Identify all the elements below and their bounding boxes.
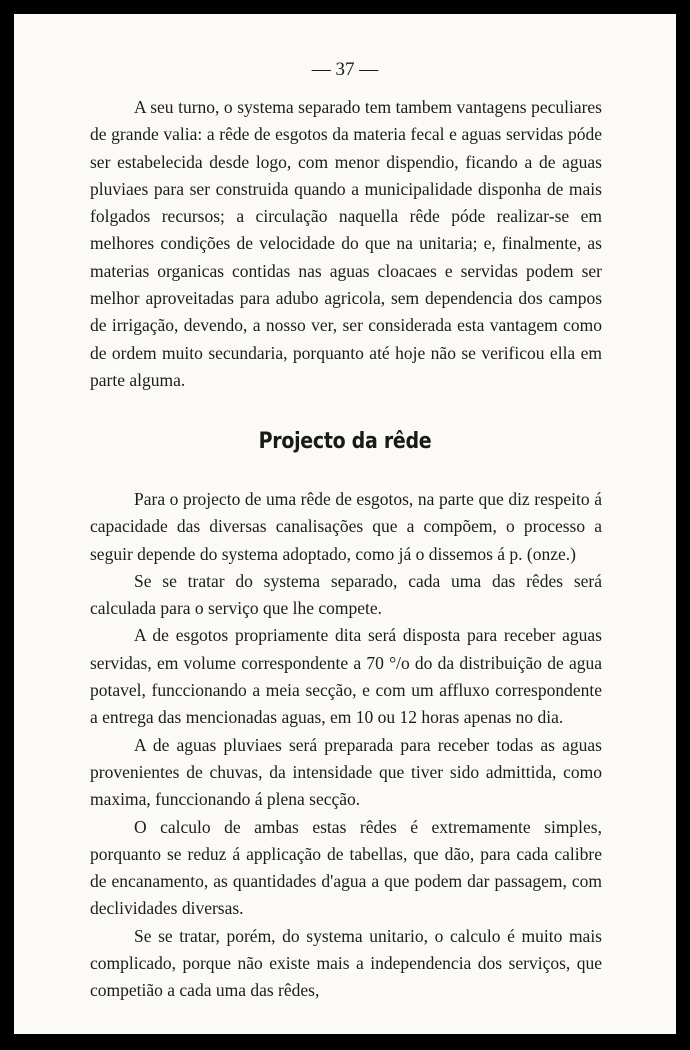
- section-heading: Projecto da rêde: [258, 428, 432, 454]
- intro-paragraph: A seu turno, o systema separado tem tambem vantagens peculiares de grande valia: a rêde de esgotos da materia fecal e aguas servidas póde ser estabelecida desde logo, com menor dispendio, ficando a de aguas pluviaes para ser construida quando a municipalidade disponha de mais folgados recursos; a circulação naquella rêde póde realizar-se em melhores condições de velocidade do que na unitaria; e, finalmente, as materias organicas contidas nas aguas cloacaes e servidas podem ser melhor aproveitadas para adubo agricola, sem dependencia dos campos de irrigação, devendo, a nosso ver, ser considerada esta vantagem como de ordem muito secundaria, porquanto até hoje não se verificou ella em parte alguma.: [90, 97, 602, 390]
- section-paragraph: A de aguas pluviaes será preparada para receber todas as aguas provenientes de chuvas, da intensidade que tiver sido admittida, como maxima, funccionando á plena secção.: [90, 734, 602, 810]
- section-paragraph: A de esgotos propriamente dita será disposta para receber aguas servidas, em volume correspondente a 70 °/o do da distribuição de agua potavel, funccionando a meia secção, e com um affluxo correspondente a entrega das mencionadas aguas, em 10 ou 12 horas apenas no dia.: [90, 625, 602, 728]
- section-paragraph: Para o projecto de uma rêde de esgotos, na parte que diz respeito á capacidade das diversas canalisações que a compõem, o processo a seguir depende do systema adoptado, como já o dissemos á p. (onze.): [90, 489, 602, 564]
- section-paragraph: Se se tratar, porém, do systema unitario, o calculo é muito mais complicado, porque não existe mais a independencia dos serviços, que competião a cada uma das rêdes,: [90, 925, 602, 1001]
- section-paragraph: Se se tratar do systema separado, cada uma das rêdes será calculada para o serviço que lhe compete.: [90, 570, 602, 619]
- intro-text-block: [90, 94, 602, 394]
- document-page: [14, 14, 676, 1034]
- page-number: — 37 —: [311, 59, 379, 80]
- section-paragraph: O calculo de ambas estas rêdes é extremamente simples, porquanto se reduz á applicação de tabellas, que dão, para cada calibre de encanamento, as quantidades d'agua a que podem dar passagem, com declividades diversas.: [90, 816, 602, 919]
- section-text-block: [90, 486, 602, 1005]
